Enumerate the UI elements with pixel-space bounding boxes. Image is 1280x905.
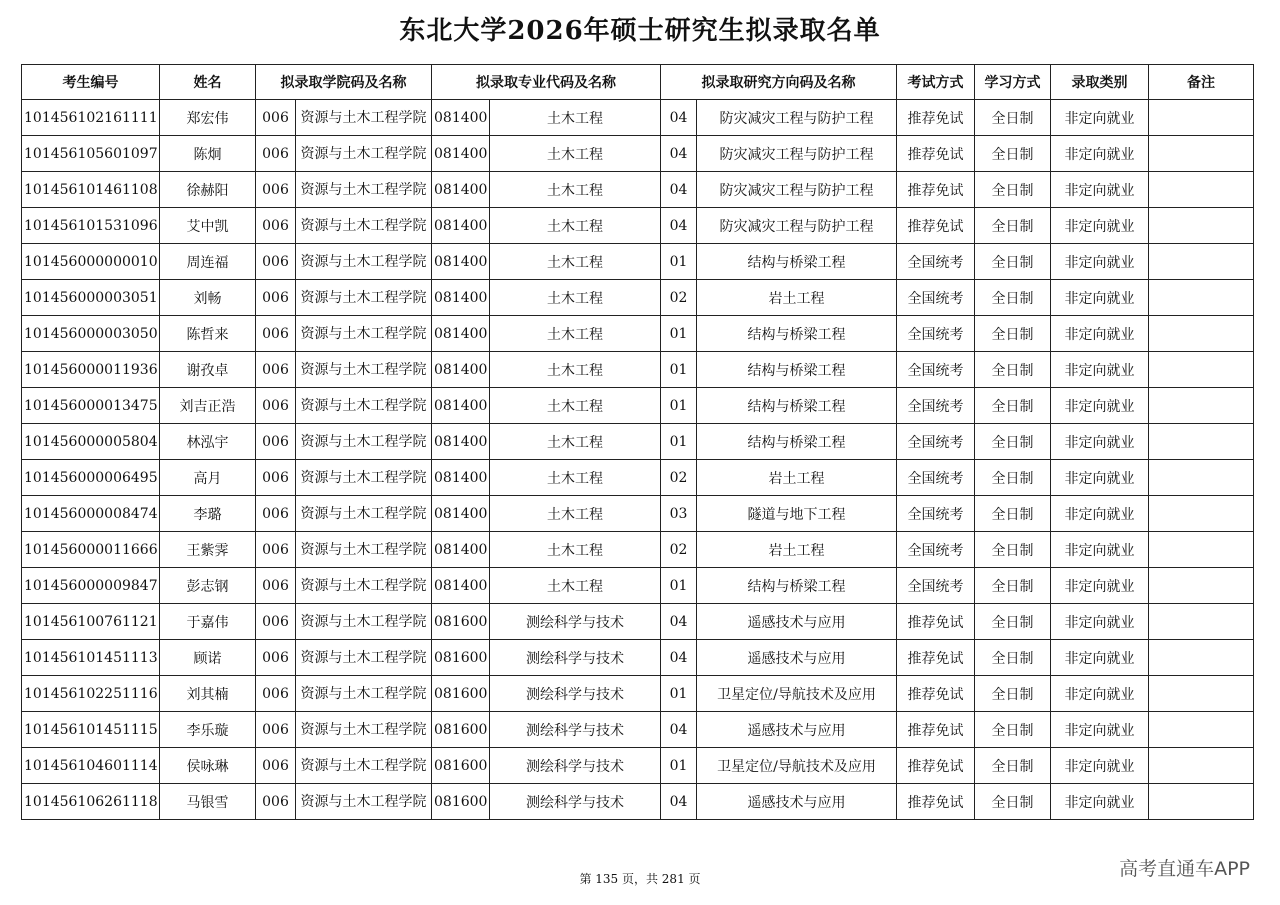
direction-code-cell: 01 xyxy=(661,676,697,712)
category-cell: 非定向就业 xyxy=(1051,172,1149,208)
direction-name-cell: 防灾减灾工程与防护工程 xyxy=(697,100,897,136)
major-code-cell: 081400 xyxy=(432,172,490,208)
direction-name-cell: 岩土工程 xyxy=(697,280,897,316)
exam-type-cell: 推荐免试 xyxy=(897,676,975,712)
table-row xyxy=(22,352,1254,388)
college-name-cell: 资源与土木工程学院 xyxy=(296,208,432,244)
major-name-cell: 土木工程 xyxy=(490,208,661,244)
name-cell: 陈炯 xyxy=(160,136,256,172)
major-code-cell: 081400 xyxy=(432,136,490,172)
direction-name-cell: 遥感技术与应用 xyxy=(697,784,897,820)
study-mode-cell: 全日制 xyxy=(975,244,1051,280)
exam-type-cell: 全国统考 xyxy=(897,424,975,460)
exam-type-cell: 全国统考 xyxy=(897,532,975,568)
name-cell: 于嘉伟 xyxy=(160,604,256,640)
study-mode-cell: 全日制 xyxy=(975,604,1051,640)
table-row xyxy=(22,496,1254,532)
direction-code-cell: 02 xyxy=(661,460,697,496)
student-id-cell: 101456100761121 xyxy=(22,604,160,640)
college-name-cell: 资源与土木工程学院 xyxy=(296,748,432,784)
major-code-cell: 081400 xyxy=(432,208,490,244)
table-row xyxy=(22,640,1254,676)
major-name-cell: 土木工程 xyxy=(490,172,661,208)
study-mode-cell: 全日制 xyxy=(975,388,1051,424)
category-cell: 非定向就业 xyxy=(1051,676,1149,712)
direction-name-cell: 防灾减灾工程与防护工程 xyxy=(697,172,897,208)
name-cell: 高月 xyxy=(160,460,256,496)
exam-type-cell: 全国统考 xyxy=(897,568,975,604)
major-name-cell: 土木工程 xyxy=(490,316,661,352)
exam-type-cell: 全国统考 xyxy=(897,496,975,532)
major-code-cell: 081600 xyxy=(432,784,490,820)
category-cell: 非定向就业 xyxy=(1051,136,1149,172)
direction-code-cell: 01 xyxy=(661,244,697,280)
major-name-cell: 土木工程 xyxy=(490,136,661,172)
table-row xyxy=(22,316,1254,352)
study-mode-cell: 全日制 xyxy=(975,352,1051,388)
remark-cell xyxy=(1149,748,1254,784)
category-cell: 非定向就业 xyxy=(1051,280,1149,316)
student-id-cell: 101456000006495 xyxy=(22,460,160,496)
college-name-cell: 资源与土木工程学院 xyxy=(296,352,432,388)
study-mode-cell: 全日制 xyxy=(975,784,1051,820)
college-name-cell: 资源与土木工程学院 xyxy=(296,568,432,604)
major-name-cell: 土木工程 xyxy=(490,424,661,460)
student-id-cell: 101456101461108 xyxy=(22,172,160,208)
student-id-cell: 101456106261118 xyxy=(22,784,160,820)
college-code-cell: 006 xyxy=(256,244,296,280)
college-code-cell: 006 xyxy=(256,640,296,676)
major-name-cell: 测绘科学与技术 xyxy=(490,604,661,640)
remark-cell xyxy=(1149,316,1254,352)
exam-type-cell: 推荐免试 xyxy=(897,784,975,820)
major-name-cell: 土木工程 xyxy=(490,280,661,316)
college-name-cell: 资源与土木工程学院 xyxy=(296,496,432,532)
major-code-cell: 081600 xyxy=(432,748,490,784)
major-code-cell: 081400 xyxy=(432,424,490,460)
major-code-cell: 081400 xyxy=(432,280,490,316)
major-code-cell: 081600 xyxy=(432,640,490,676)
major-code-cell: 081400 xyxy=(432,100,490,136)
name-cell: 郑宏伟 xyxy=(160,100,256,136)
remark-cell xyxy=(1149,496,1254,532)
college-code-cell: 006 xyxy=(256,424,296,460)
major-name-cell: 土木工程 xyxy=(490,244,661,280)
student-id-cell: 101456102251116 xyxy=(22,676,160,712)
college-name-cell: 资源与土木工程学院 xyxy=(296,136,432,172)
study-mode-cell: 全日制 xyxy=(975,748,1051,784)
major-code-cell: 081400 xyxy=(432,532,490,568)
name-cell: 徐赫阳 xyxy=(160,172,256,208)
study-mode-cell: 全日制 xyxy=(975,460,1051,496)
exam-type-cell: 推荐免试 xyxy=(897,604,975,640)
college-code-cell: 006 xyxy=(256,712,296,748)
name-cell: 刘畅 xyxy=(160,280,256,316)
study-mode-cell: 全日制 xyxy=(975,172,1051,208)
major-code-cell: 081600 xyxy=(432,712,490,748)
student-id-cell: 101456000008474 xyxy=(22,496,160,532)
remark-cell xyxy=(1149,640,1254,676)
direction-name-cell: 结构与桥梁工程 xyxy=(697,244,897,280)
table-row xyxy=(22,424,1254,460)
direction-name-cell: 遥感技术与应用 xyxy=(697,604,897,640)
study-mode-cell: 全日制 xyxy=(975,136,1051,172)
table-row xyxy=(22,280,1254,316)
direction-code-cell: 01 xyxy=(661,388,697,424)
name-cell: 陈哲来 xyxy=(160,316,256,352)
admission-table xyxy=(21,64,1254,820)
direction-code-cell: 04 xyxy=(661,208,697,244)
college-name-cell: 资源与土木工程学院 xyxy=(296,172,432,208)
category-cell: 非定向就业 xyxy=(1051,208,1149,244)
direction-name-cell: 结构与桥梁工程 xyxy=(697,568,897,604)
exam-type-cell: 推荐免试 xyxy=(897,640,975,676)
category-cell: 非定向就业 xyxy=(1051,388,1149,424)
major-code-cell: 081400 xyxy=(432,316,490,352)
page-number: 第 135 页，共 281 页 xyxy=(579,872,701,886)
college-code-cell: 006 xyxy=(256,100,296,136)
direction-code-cell: 01 xyxy=(661,748,697,784)
page-title: 东北大学2026年硕士研究生拟录取名单 xyxy=(399,16,881,46)
table-header-row xyxy=(22,65,1254,100)
major-name-cell: 土木工程 xyxy=(490,100,661,136)
category-cell: 非定向就业 xyxy=(1051,640,1149,676)
student-id-cell: 101456000011666 xyxy=(22,532,160,568)
college-code-cell: 006 xyxy=(256,496,296,532)
college-code-cell: 006 xyxy=(256,748,296,784)
direction-name-cell: 结构与桥梁工程 xyxy=(697,316,897,352)
category-cell: 非定向就业 xyxy=(1051,568,1149,604)
table-row xyxy=(22,568,1254,604)
major-code-cell: 081400 xyxy=(432,496,490,532)
major-name-cell: 土木工程 xyxy=(490,388,661,424)
major-code-cell: 081400 xyxy=(432,568,490,604)
college-code-cell: 006 xyxy=(256,352,296,388)
study-mode-cell: 全日制 xyxy=(975,568,1051,604)
category-cell: 非定向就业 xyxy=(1051,244,1149,280)
major-name-cell: 测绘科学与技术 xyxy=(490,784,661,820)
remark-cell xyxy=(1149,460,1254,496)
exam-type-cell: 推荐免试 xyxy=(897,208,975,244)
category-cell: 非定向就业 xyxy=(1051,532,1149,568)
exam-type-cell: 全国统考 xyxy=(897,388,975,424)
college-code-cell: 006 xyxy=(256,388,296,424)
remark-cell xyxy=(1149,388,1254,424)
college-name-cell: 资源与土木工程学院 xyxy=(296,676,432,712)
major-code-cell: 081400 xyxy=(432,244,490,280)
category-cell: 非定向就业 xyxy=(1051,784,1149,820)
name-cell: 侯咏琳 xyxy=(160,748,256,784)
name-cell: 王紫霁 xyxy=(160,532,256,568)
college-name-cell: 资源与土木工程学院 xyxy=(296,316,432,352)
category-cell: 非定向就业 xyxy=(1051,712,1149,748)
name-cell: 李璐 xyxy=(160,496,256,532)
table-row xyxy=(22,100,1254,136)
remark-cell xyxy=(1149,280,1254,316)
table-row xyxy=(22,136,1254,172)
header-college: 拟录取学院码及名称 xyxy=(256,65,432,100)
college-name-cell: 资源与土木工程学院 xyxy=(296,244,432,280)
college-name-cell: 资源与土木工程学院 xyxy=(296,460,432,496)
direction-code-cell: 01 xyxy=(661,568,697,604)
college-code-cell: 006 xyxy=(256,208,296,244)
table-body xyxy=(22,100,1254,820)
major-code-cell: 081600 xyxy=(432,604,490,640)
header-major: 拟录取专业代码及名称 xyxy=(432,65,661,100)
remark-cell xyxy=(1149,712,1254,748)
name-cell: 谢孜卓 xyxy=(160,352,256,388)
remark-cell xyxy=(1149,424,1254,460)
table-row xyxy=(22,532,1254,568)
remark-cell xyxy=(1149,532,1254,568)
direction-code-cell: 04 xyxy=(661,100,697,136)
major-name-cell: 土木工程 xyxy=(490,496,661,532)
name-cell: 艾中凯 xyxy=(160,208,256,244)
major-code-cell: 081400 xyxy=(432,352,490,388)
exam-type-cell: 全国统考 xyxy=(897,280,975,316)
student-id-cell: 101456102161111 xyxy=(22,100,160,136)
direction-code-cell: 01 xyxy=(661,352,697,388)
exam-type-cell: 推荐免试 xyxy=(897,136,975,172)
remark-cell xyxy=(1149,676,1254,712)
major-code-cell: 081400 xyxy=(432,460,490,496)
remark-cell xyxy=(1149,208,1254,244)
direction-code-cell: 04 xyxy=(661,784,697,820)
category-cell: 非定向就业 xyxy=(1051,316,1149,352)
header-name: 姓名 xyxy=(160,65,256,100)
remark-cell xyxy=(1149,100,1254,136)
study-mode-cell: 全日制 xyxy=(975,100,1051,136)
student-id-cell: 101456000013475 xyxy=(22,388,160,424)
category-cell: 非定向就业 xyxy=(1051,496,1149,532)
table-row xyxy=(22,172,1254,208)
major-name-cell: 土木工程 xyxy=(490,352,661,388)
table-row xyxy=(22,748,1254,784)
table-row xyxy=(22,604,1254,640)
college-code-cell: 006 xyxy=(256,316,296,352)
college-code-cell: 006 xyxy=(256,532,296,568)
name-cell: 刘其楠 xyxy=(160,676,256,712)
student-id-cell: 101456000003050 xyxy=(22,316,160,352)
header-id: 考生编号 xyxy=(22,65,160,100)
major-name-cell: 土木工程 xyxy=(490,568,661,604)
college-code-cell: 006 xyxy=(256,676,296,712)
study-mode-cell: 全日制 xyxy=(975,712,1051,748)
college-code-cell: 006 xyxy=(256,280,296,316)
exam-type-cell: 推荐免试 xyxy=(897,712,975,748)
college-name-cell: 资源与土木工程学院 xyxy=(296,424,432,460)
college-code-cell: 006 xyxy=(256,460,296,496)
header-remark: 备注 xyxy=(1149,65,1254,100)
study-mode-cell: 全日制 xyxy=(975,640,1051,676)
watermark-text: 高考直通车APP xyxy=(1119,858,1250,880)
college-name-cell: 资源与土木工程学院 xyxy=(296,280,432,316)
college-code-cell: 006 xyxy=(256,784,296,820)
direction-name-cell: 卫星定位/导航技术及应用 xyxy=(697,748,897,784)
college-name-cell: 资源与土木工程学院 xyxy=(296,784,432,820)
remark-cell xyxy=(1149,568,1254,604)
table-row xyxy=(22,676,1254,712)
major-name-cell: 测绘科学与技术 xyxy=(490,712,661,748)
college-code-cell: 006 xyxy=(256,604,296,640)
direction-name-cell: 防灾减灾工程与防护工程 xyxy=(697,208,897,244)
student-id-cell: 101456000011936 xyxy=(22,352,160,388)
remark-cell xyxy=(1149,352,1254,388)
student-id-cell: 101456104601114 xyxy=(22,748,160,784)
direction-code-cell: 04 xyxy=(661,172,697,208)
direction-name-cell: 岩土工程 xyxy=(697,532,897,568)
direction-name-cell: 岩土工程 xyxy=(697,460,897,496)
direction-code-cell: 01 xyxy=(661,316,697,352)
table-row xyxy=(22,460,1254,496)
student-id-cell: 101456101531096 xyxy=(22,208,160,244)
study-mode-cell: 全日制 xyxy=(975,532,1051,568)
study-mode-cell: 全日制 xyxy=(975,424,1051,460)
name-cell: 马银雪 xyxy=(160,784,256,820)
college-code-cell: 006 xyxy=(256,136,296,172)
remark-cell xyxy=(1149,172,1254,208)
name-cell: 周连福 xyxy=(160,244,256,280)
direction-name-cell: 防灾减灾工程与防护工程 xyxy=(697,136,897,172)
major-code-cell: 081600 xyxy=(432,676,490,712)
exam-type-cell: 全国统考 xyxy=(897,460,975,496)
direction-name-cell: 隧道与地下工程 xyxy=(697,496,897,532)
header-category: 录取类别 xyxy=(1051,65,1149,100)
exam-type-cell: 推荐免试 xyxy=(897,172,975,208)
direction-code-cell: 01 xyxy=(661,424,697,460)
table-row xyxy=(22,208,1254,244)
college-code-cell: 006 xyxy=(256,568,296,604)
name-cell: 彭志钢 xyxy=(160,568,256,604)
direction-code-cell: 04 xyxy=(661,712,697,748)
major-code-cell: 081400 xyxy=(432,388,490,424)
student-id-cell: 101456000009847 xyxy=(22,568,160,604)
category-cell: 非定向就业 xyxy=(1051,460,1149,496)
direction-code-cell: 04 xyxy=(661,136,697,172)
direction-code-cell: 02 xyxy=(661,532,697,568)
direction-name-cell: 结构与桥梁工程 xyxy=(697,424,897,460)
name-cell: 刘吉正浩 xyxy=(160,388,256,424)
study-mode-cell: 全日制 xyxy=(975,676,1051,712)
header-study-mode: 学习方式 xyxy=(975,65,1051,100)
category-cell: 非定向就业 xyxy=(1051,352,1149,388)
student-id-cell: 101456000005804 xyxy=(22,424,160,460)
exam-type-cell: 推荐免试 xyxy=(897,100,975,136)
name-cell: 顾诺 xyxy=(160,640,256,676)
category-cell: 非定向就业 xyxy=(1051,424,1149,460)
student-id-cell: 101456000000010 xyxy=(22,244,160,280)
exam-type-cell: 推荐免试 xyxy=(897,748,975,784)
direction-code-cell: 02 xyxy=(661,280,697,316)
direction-name-cell: 遥感技术与应用 xyxy=(697,712,897,748)
direction-code-cell: 03 xyxy=(661,496,697,532)
college-name-cell: 资源与土木工程学院 xyxy=(296,712,432,748)
exam-type-cell: 全国统考 xyxy=(897,244,975,280)
college-name-cell: 资源与土木工程学院 xyxy=(296,100,432,136)
study-mode-cell: 全日制 xyxy=(975,280,1051,316)
table-row xyxy=(22,388,1254,424)
remark-cell xyxy=(1149,604,1254,640)
major-name-cell: 土木工程 xyxy=(490,532,661,568)
direction-code-cell: 04 xyxy=(661,604,697,640)
name-cell: 林泓宇 xyxy=(160,424,256,460)
table-row xyxy=(22,784,1254,820)
category-cell: 非定向就业 xyxy=(1051,604,1149,640)
college-name-cell: 资源与土木工程学院 xyxy=(296,640,432,676)
study-mode-cell: 全日制 xyxy=(975,208,1051,244)
college-name-cell: 资源与土木工程学院 xyxy=(296,604,432,640)
college-name-cell: 资源与土木工程学院 xyxy=(296,388,432,424)
major-name-cell: 测绘科学与技术 xyxy=(490,676,661,712)
student-id-cell: 101456101451113 xyxy=(22,640,160,676)
major-name-cell: 土木工程 xyxy=(490,460,661,496)
direction-code-cell: 04 xyxy=(661,640,697,676)
college-code-cell: 006 xyxy=(256,172,296,208)
direction-name-cell: 遥感技术与应用 xyxy=(697,640,897,676)
study-mode-cell: 全日制 xyxy=(975,316,1051,352)
direction-name-cell: 结构与桥梁工程 xyxy=(697,352,897,388)
direction-name-cell: 卫星定位/导航技术及应用 xyxy=(697,676,897,712)
exam-type-cell: 全国统考 xyxy=(897,316,975,352)
exam-type-cell: 全国统考 xyxy=(897,352,975,388)
header-exam-type: 考试方式 xyxy=(897,65,975,100)
student-id-cell: 101456105601097 xyxy=(22,136,160,172)
remark-cell xyxy=(1149,784,1254,820)
remark-cell xyxy=(1149,136,1254,172)
table-row xyxy=(22,712,1254,748)
student-id-cell: 101456101451115 xyxy=(22,712,160,748)
header-direction: 拟录取研究方向码及名称 xyxy=(661,65,897,100)
direction-name-cell: 结构与桥梁工程 xyxy=(697,388,897,424)
category-cell: 非定向就业 xyxy=(1051,748,1149,784)
student-id-cell: 101456000003051 xyxy=(22,280,160,316)
college-name-cell: 资源与土木工程学院 xyxy=(296,532,432,568)
major-name-cell: 测绘科学与技术 xyxy=(490,748,661,784)
category-cell: 非定向就业 xyxy=(1051,100,1149,136)
study-mode-cell: 全日制 xyxy=(975,496,1051,532)
table-row xyxy=(22,244,1254,280)
remark-cell xyxy=(1149,244,1254,280)
major-name-cell: 测绘科学与技术 xyxy=(490,640,661,676)
name-cell: 李乐璇 xyxy=(160,712,256,748)
